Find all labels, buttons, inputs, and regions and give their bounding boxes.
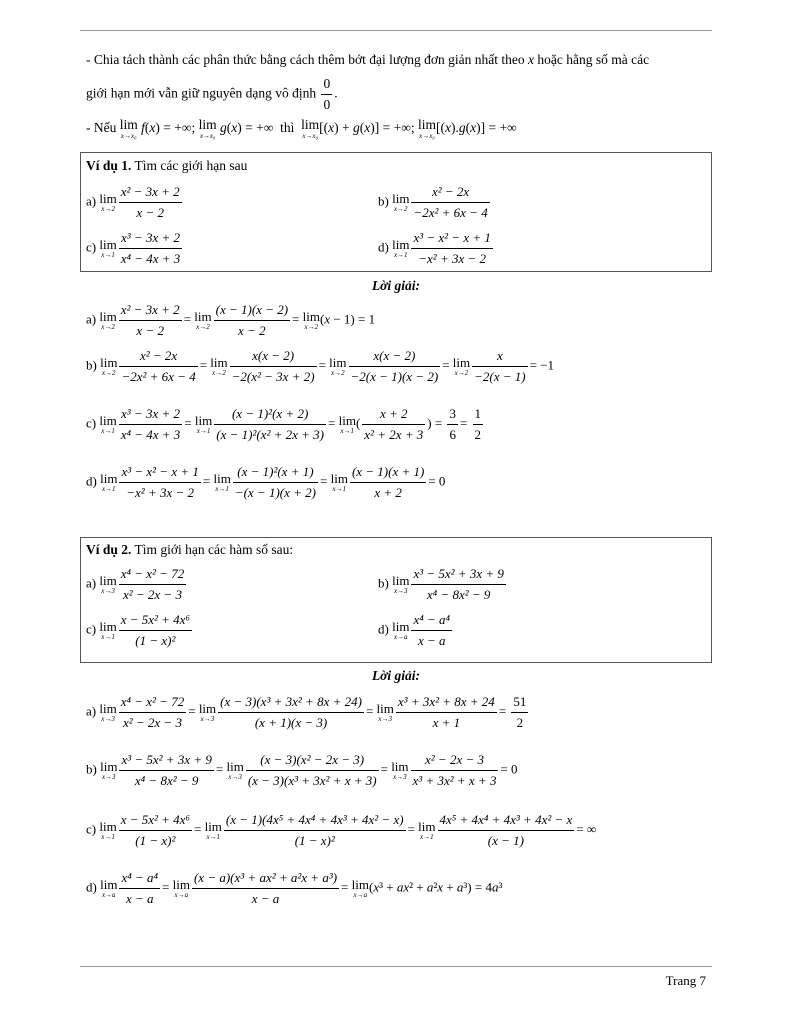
ex2-solution-a: a) lim x→3 $\frac{\text{x⁴ − x² − 72}}{\text{x² − 2x − 3}}$ = lim x→3 $\frac{\text{(x − 3)(x³ + 3x² + 8x + 24)}}{(x + 1)(x - 3)}$ = lim x→3 $\frac{\text{x³ + 3x² + 8x + 24}}{x + 1}$ = $\frac{51}{2}$ (86, 694, 527, 730)
example-2-label: Ví dụ 2. (86, 542, 132, 557)
intro-line-3: - Nếu lim x→x₀ f(x) = +∞; lim x→x₀ g(x) = +∞ thì lim x→x₀ [(x) + g(x)] = +∞; lim x→x₀ [(x).g(x)] = +∞ (86, 117, 517, 140)
ex1-solution-a: a) lim x→2 $\frac{\text{x² − 3x + 2}}{x - 2}$ = lim x→2 $\frac{(x - 1)(x - 2)}{x - 2}$ = lim x→2 (x − 1) = 1 (86, 302, 376, 338)
page-number: Trang 7 (665, 973, 706, 988)
example-1-label: Ví dụ 1. (86, 158, 132, 173)
ex2-solution-b: b) lim x→3 $\frac{\text{x³ − 5x² + 3x + 9}}{\text{x⁴ − 8x² − 9}}$ = lim x→3 $\frac{\text{(x − 3)(x² − 2x − 3)}}{\text{(x − 3)(x³ + 3x² + x + 3)}}$ = lim x→3 $\frac{\text{x² − 2x − 3}}{\text{x³ + 3x² + x + 3}}$ = 0 (86, 752, 518, 788)
ex2-problem-a: a) lim x→3 $\frac{\text{x⁴ − x² − 72}}{\text{x² − 2x − 3}}$ (86, 566, 185, 602)
example-1-solution-heading: Lời giải: (371, 278, 421, 293)
ex1-problem-a: a) lim x→2 $\frac{\text{x² − 3x + 2}}{x - 2}$ (86, 184, 180, 220)
ex2-problem-b: b) lim x→3 $\frac{\text{x³ − 5x² + 3x + 9}}{\text{x⁴ − 8x² − 9}}$ (378, 566, 504, 602)
intro-line-2: giới hạn mới vẫn giữ nguyên dạng vô định $\frac{0}{0}$ . (86, 76, 338, 112)
example-1-prompt: Tìm các giới hạn sau (134, 158, 248, 173)
intro-line-1: - Chia tách thành các phân thức bằng cách thêm bớt đại lượng đơn giản nhất theo x hoặc hằng số mà các (86, 52, 650, 67)
ex1-solution-c: c) lim x→1 $\frac{\text{x³ − 3x + 2}}{\text{x⁴ − 4x + 3}}$ = lim x→1 $\frac{\text{(x − 1)²(x + 2)}}{\text{(x − 1)²(x² + 2x + 3)}}$ = lim x→1 ( $\frac{x + 2}{\text{x² + 2x + 3}}$ ) = $\frac{3}{6}$ = $\frac{1}{2}$ (86, 406, 482, 442)
example-2-solution-heading: Lời giải: (371, 668, 421, 683)
ex1-problem-c: c) lim x→1 $\frac{\text{x³ − 3x + 2}}{\text{x⁴ − 4x + 3}}$ (86, 230, 181, 266)
ex2-problem-d: d) lim x→a $\frac{\text{x⁴ − a⁴}}{x - a}$ (378, 612, 451, 648)
top-rule (80, 30, 712, 31)
ex1-problem-d: d) lim x→1 $\frac{\text{x³ − x² − x + 1}}{\text{−x² + 3x − 2}}$ (378, 230, 491, 266)
ex1-solution-d: d) lim x→1 $\frac{\text{x³ − x² − x + 1}}{\text{−x² + 3x − 2}}$ = lim x→1 $\frac{\text{(x − 1)²(x + 1)}}{-(x - 1)(x + 2)}$ = lim x→1 $\frac{(x - 1)(x + 1)}{x + 2}$ = 0 (86, 464, 446, 500)
example-2-prompt: Tìm giới hạn các hàm số sau: (134, 542, 294, 557)
ex2-solution-d: d) lim x→a $\frac{\text{x⁴ − a⁴}}{x - a}$ = lim x→a $\frac{\text{(x − a)(x³ + ax² + a²x + a³)}}{x - a}$ = lim x→a (x³ + ax² + a²x + a³) = 4a³ (86, 870, 503, 906)
ex2-solution-c: c) lim x→1 $\frac{\text{x − 5x² + 4x⁶}}{\text{(1 − x)²}}$ = lim x→1 $\frac{\text{(x − 1)(4x⁵ + 4x⁴ + 4x³ + 4x² − x)}}{\text{(1 − x)²}}$ = lim x→1 $\frac{\text{4x⁵ + 4x⁴ + 4x³ + 4x² − x}}{(x - 1)}$ = ∞ (86, 812, 597, 848)
example-2-title (86, 542, 293, 558)
ex1-solution-b: b) lim x→2 $\frac{\text{x² − 2x}}{\text{−2x² + 6x − 4}}$ = lim x→2 $\frac{x(x - 2)}{\text{−2(x² − 3x + 2)}}$ = lim x→2 $\frac{x(x - 2)}{-2(x - 1)(x - 2)}$ = lim x→2 $\frac{x}{-2(x - 1)}$ = −1 (86, 348, 555, 384)
ex1-problem-b: b) lim x→2 $\frac{\text{x² − 2x}}{\text{−2x² + 6x − 4}}$ (378, 184, 488, 220)
footer-rule (80, 966, 712, 967)
ex2-problem-c: c) lim x→1 $\frac{\text{x − 5x² + 4x⁶}}{\text{(1 − x)²}}$ (86, 612, 190, 648)
example-1-title (86, 158, 247, 174)
